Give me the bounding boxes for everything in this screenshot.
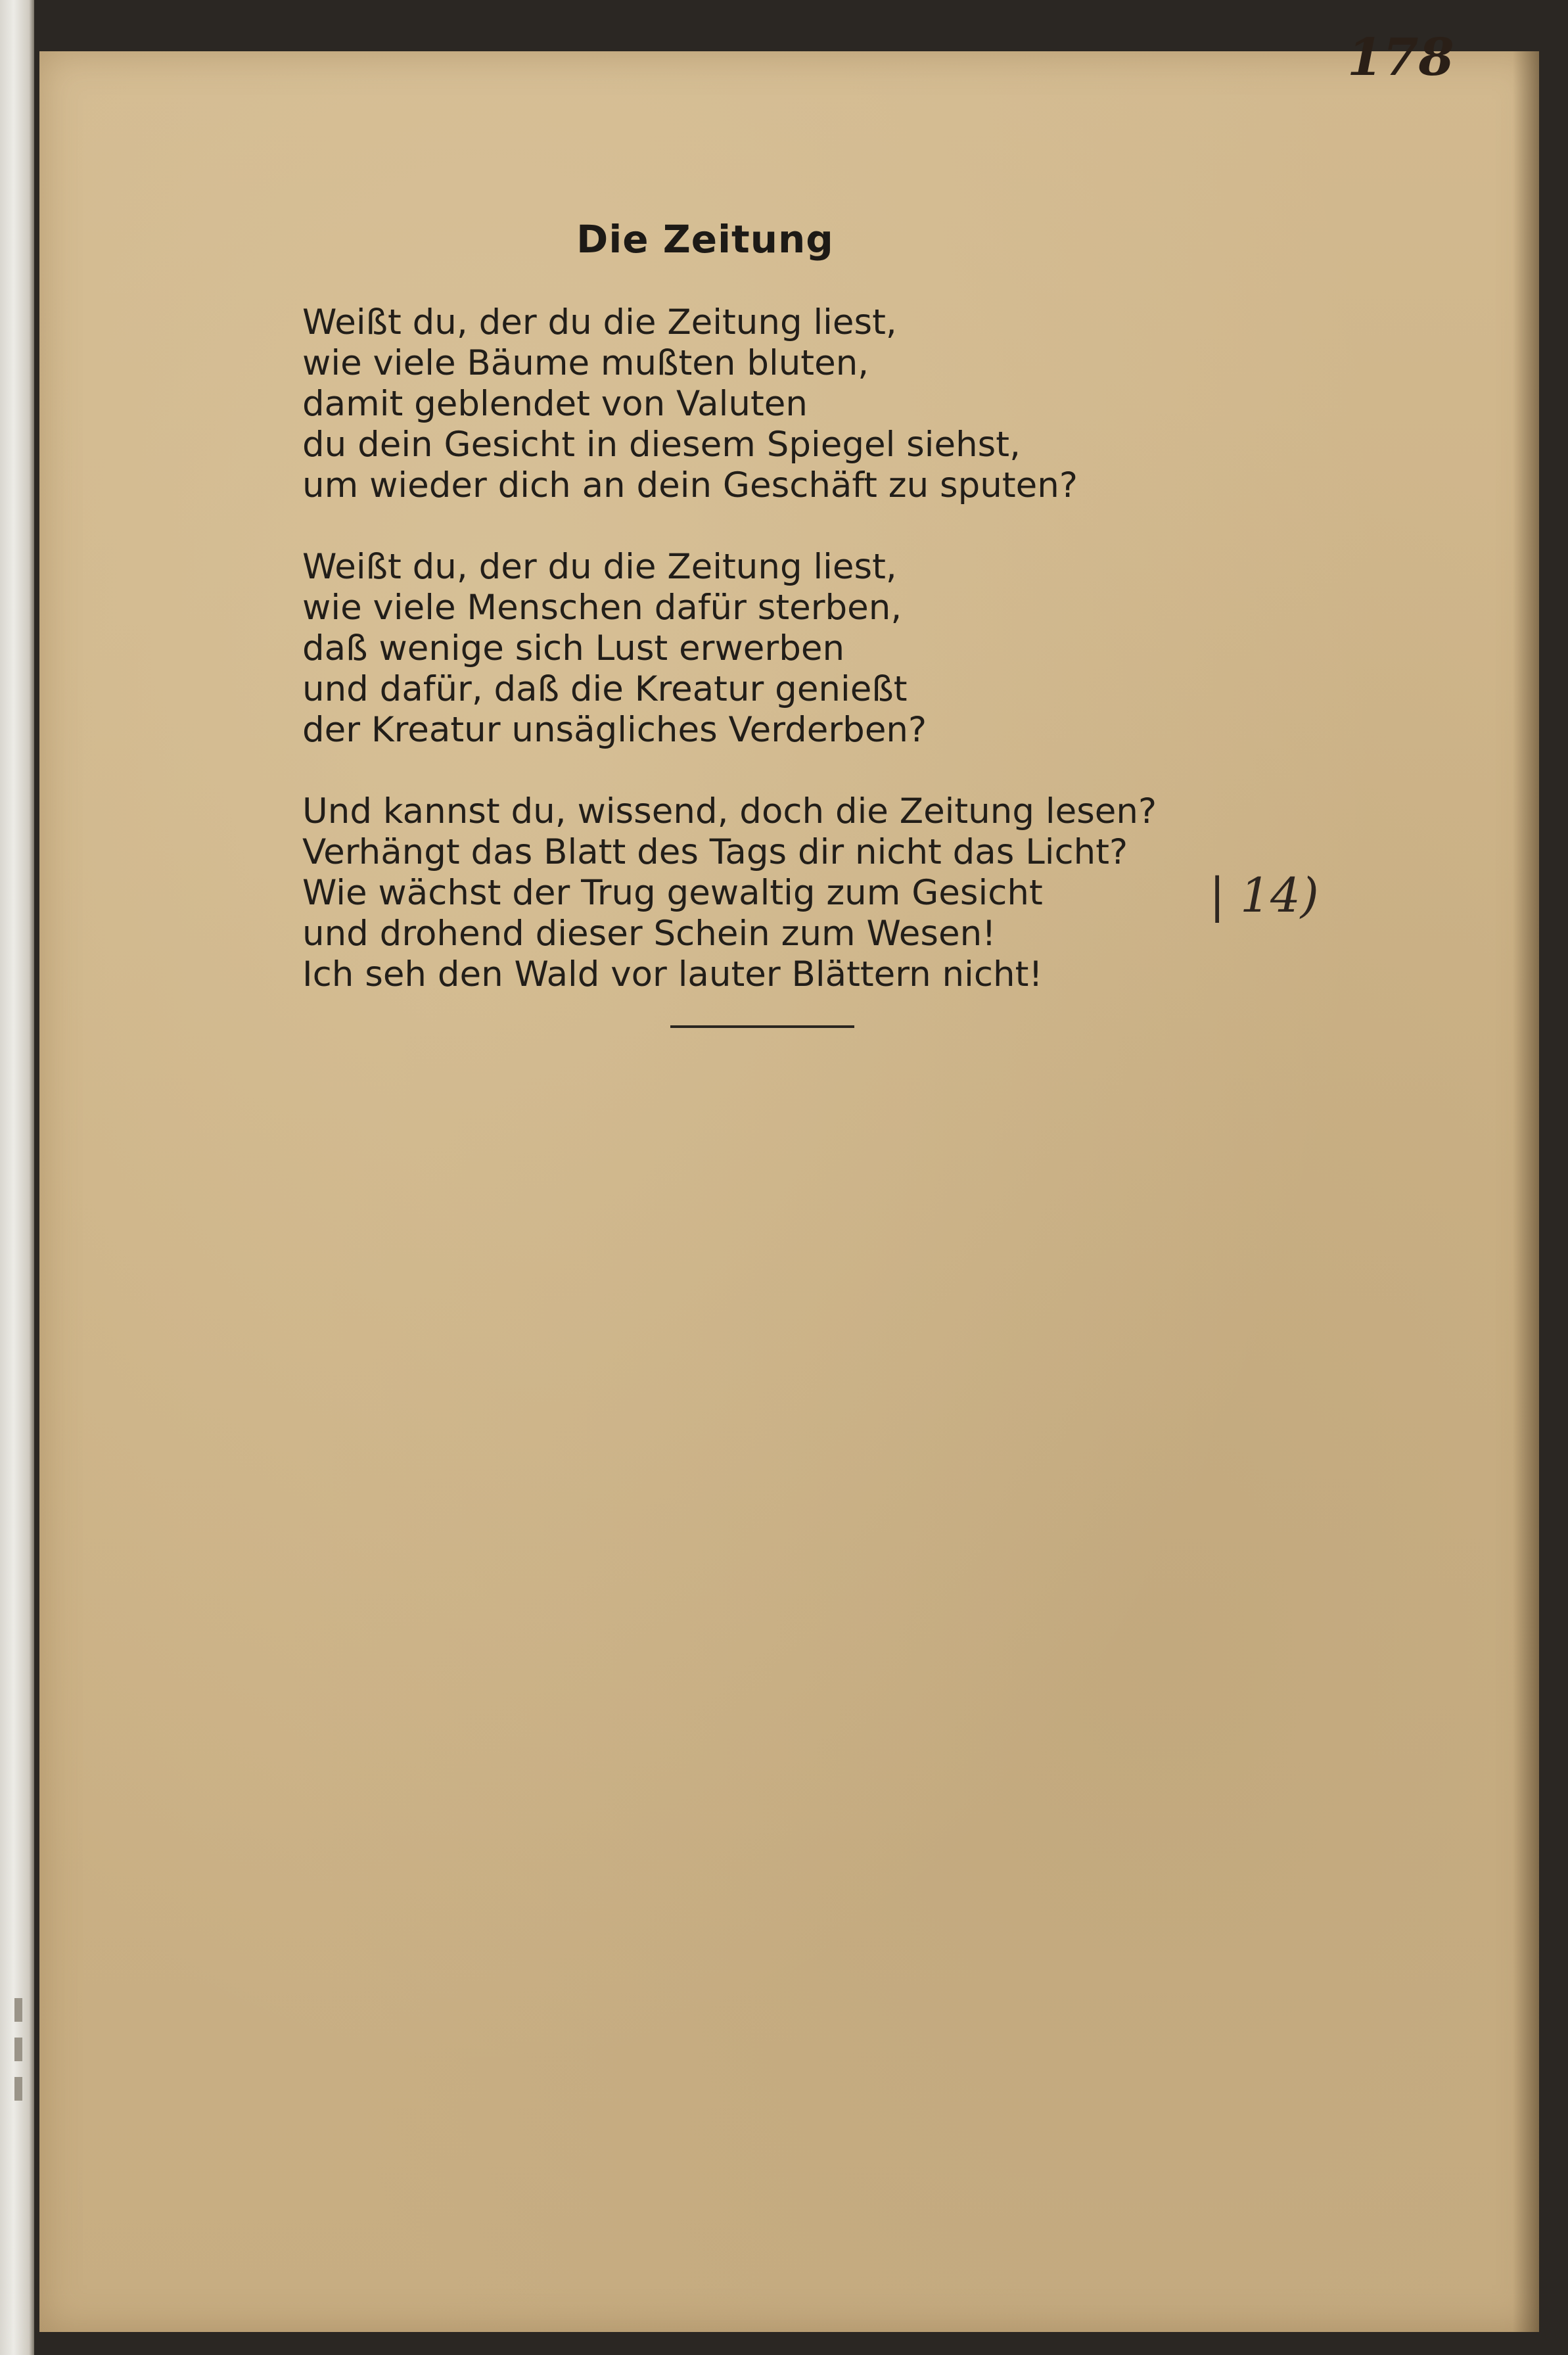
binding-mark [14,2038,22,2061]
poem-line: und dafür, daß die Kreatur genießt [302,669,908,709]
poem-line: der Kreatur unsägliches Verderben? [302,710,927,750]
binding-mark [14,2077,22,2101]
poem-line: Weißt du, der du die Zeitung liest, [302,302,897,342]
stanza [302,791,1288,995]
closing-rule [670,1025,854,1028]
poem-line: wie viele Bäume mußten bluten, [302,343,869,383]
binding-mark [14,1998,22,2022]
poem-line: du dein Gesicht in diesem Spiegel siehst, [302,425,1021,465]
poem-line: um wieder dich an dein Geschäft zu sputen? [302,465,1078,505]
poem-line: Und kannst du, wissend, doch die Zeitung lesen? [302,791,1157,831]
poem-body [302,302,1288,1036]
page-number: 178 [1347,28,1454,87]
stanza [302,547,1288,751]
stanza [302,302,1288,506]
handwritten-margin-note: | 14) [1209,868,1319,923]
poem-line: daß wenige sich Lust erwerben [302,628,845,668]
poem-line: und drohend dieser Schein zum Wesen! [302,914,996,954]
page-edge-shadow [1513,51,1539,2332]
poem-line: Weißt du, der du die Zeitung liest, [302,547,897,587]
binding-strip [0,0,34,2355]
poem-title: Die Zeitung [576,217,834,262]
poem-line: damit geblendet von Valuten [302,384,808,424]
poem-line: Wie wächst der Trug gewaltig zum Gesicht [302,873,1043,913]
poem-line: wie viele Menschen dafür sterben, [302,588,902,628]
poem-line: Verhängt das Blatt des Tags dir nicht das Licht? [302,832,1128,872]
poem-line: Ich seh den Wald vor lauter Blättern nicht! [302,954,1043,994]
